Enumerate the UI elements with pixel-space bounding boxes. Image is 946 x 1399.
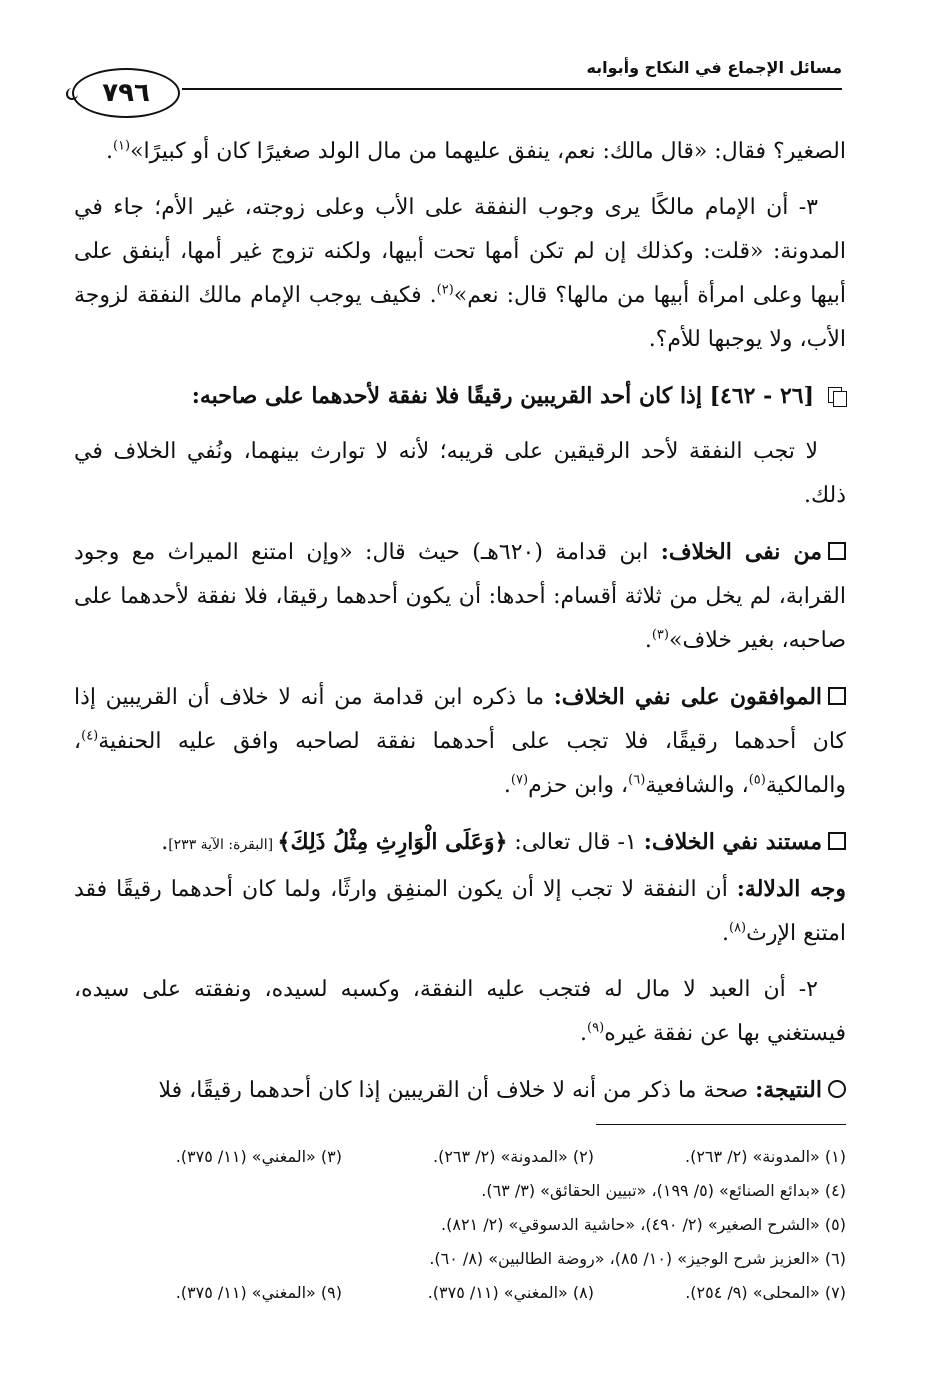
footnote-row (90, 1140, 846, 1174)
footnote-6: (٦) «العزيز شرح الوجيز» (١٠/ ٨٥)، «روضة الطالبين» (٨/ ٦٠). (429, 1249, 846, 1268)
paragraph-5: الموافقون على نفي الخلاف: ما ذكره ابن قدامة من أنه لا خلاف أن القريبين إذا كان أحدهما رقيقًا، فلا تجب على أحدهما نفقة لصاحبه وافق عليه الحنفية$^{(٤)}$، والمالكية$^{(٥)}$، والشافعية$^{(٦)}$، وابن حزم$^{(٧)}$. (74, 684, 846, 798)
footnote-ref: (٢) (436, 282, 454, 298)
square-bullet-icon (828, 542, 846, 560)
square-bullet-icon (828, 832, 846, 850)
footnote-row (90, 1242, 846, 1276)
running-title: مسائل الإجماع في النكاح وأبوابه (586, 58, 842, 77)
paragraph-3: لا تجب النفقة لأحد الرقيقين على قريبه؛ لأنه لا توارث بينهما، ونُفي الخلاف في ذلك. (74, 439, 846, 508)
footnote-ref: (١) (112, 138, 131, 154)
footnote-row (90, 1174, 846, 1208)
page-header (72, 40, 842, 108)
footnote-3: (٣) «المغني» (١١/ ٣٧٥). (175, 1147, 342, 1166)
main-text (74, 130, 846, 1125)
paragraph-4: من نفى الخلاف: ابن قدامة (٦٢٠هـ) حيث قال: «وإن امتنع الميراث مع وجود القرابة، لم يخل من ثلاثة أقسام: أحدها: أن يكون أحدهما رقيقا، فلا نفقة لأحدهما على صاحبه، بغير خلاف»$^{(٣)}$. (74, 539, 846, 653)
section-heading: [٢٦ - ٤٦٢] إذا كان أحد القريبين رقيقًا فلا نفقة لأحدهما على صاحبه: (74, 374, 846, 418)
footnotes (90, 1140, 846, 1310)
footnote-5: (٥) «الشرح الصغير» (٢/ ٤٩٠)، «حاشية الدسوقي» (٢/ ٨٢١). (441, 1215, 846, 1234)
paragraph-6: مستند نفي الخلاف: ١- قال تعالى: ﴿وَعَلَى الْوَارِثِ مِثْلُ ذَلِكَ﴾ [البقرة: الآية ٢٣٣]. (74, 820, 846, 867)
quran-verse: ﴿وَعَلَى الْوَارِثِ مِثْلُ ذَلِكَ﴾ (277, 829, 508, 855)
header-rule (182, 88, 842, 90)
footnote-9: (٩) «المغني» (١١/ ٣٧٥). (175, 1283, 342, 1302)
page-number: ٧٩٦ (72, 68, 180, 118)
paragraph-7: وجه الدلالة: أن النفقة لا تجب إلا أن يكون المنفِق وارثًا، ولما كان أحدهما رقيقًا فقد امتنع الإرث$^{(٨)}$. (74, 876, 846, 946)
footnote-2: (٢) «المدونة» (٢/ ٢٦٣). (433, 1147, 594, 1166)
paragraph-2: ٣- أن الإمام مالكًا يرى وجوب النفقة على الأب وعلى زوجته، غير الأم؛ جاء في المدونة: «قلت: وكذلك إن لم تكن أمها تحت أبيها، ولكنه تزوج غير أمها، أينفق على أبيها وعلى امرأة أبيها من مالها؟ قال: نعم»$^{(٢)}$. فكيف يوجب الإمام مالك النفقة لزوجة الأب، ولا يوجبها للأم؟. (74, 195, 846, 352)
copy-icon (828, 387, 846, 405)
square-bullet-icon (828, 687, 846, 705)
footnote-rule (596, 1124, 846, 1125)
footnote-row (90, 1276, 846, 1310)
footnote-8: (٨) «المغني» (١١/ ٣٧٥). (427, 1283, 594, 1302)
footnote-1: (١) «المدونة» (٢/ ٢٦٣). (685, 1147, 846, 1166)
footnote-4: (٤) «بدائع الصنائع» (٥/ ١٩٩)، «تبيين الحقائق» (٣/ ٦٣). (481, 1181, 846, 1200)
footnote-7: (٧) «المحلى» (٩/ ٢٥٤). (685, 1283, 846, 1302)
paragraph-8: ٢- أن العبد لا مال له فتجب عليه النفقة، وكسبه لسيده، ونفقته على سيده، فيستغني بها عن نفقة غيره$^{(٩)}$. (74, 977, 846, 1046)
footnote-row (90, 1208, 846, 1242)
circle-bullet-icon (828, 1080, 846, 1098)
verse-reference: [البقرة: الآية ٢٣٣] (168, 837, 278, 853)
paragraph-1: الصغير؟ فقال: «قال مالك: نعم، ينفق عليهما من مال الولد صغيرًا كان أو كبيرًا»$^{(١)}$. (105, 138, 846, 164)
paragraph-9: النتيجة: صحة ما ذكر من أنه لا خلاف أن القريبين إذا كان أحدهما رقيقًا، فلا (74, 1068, 846, 1113)
